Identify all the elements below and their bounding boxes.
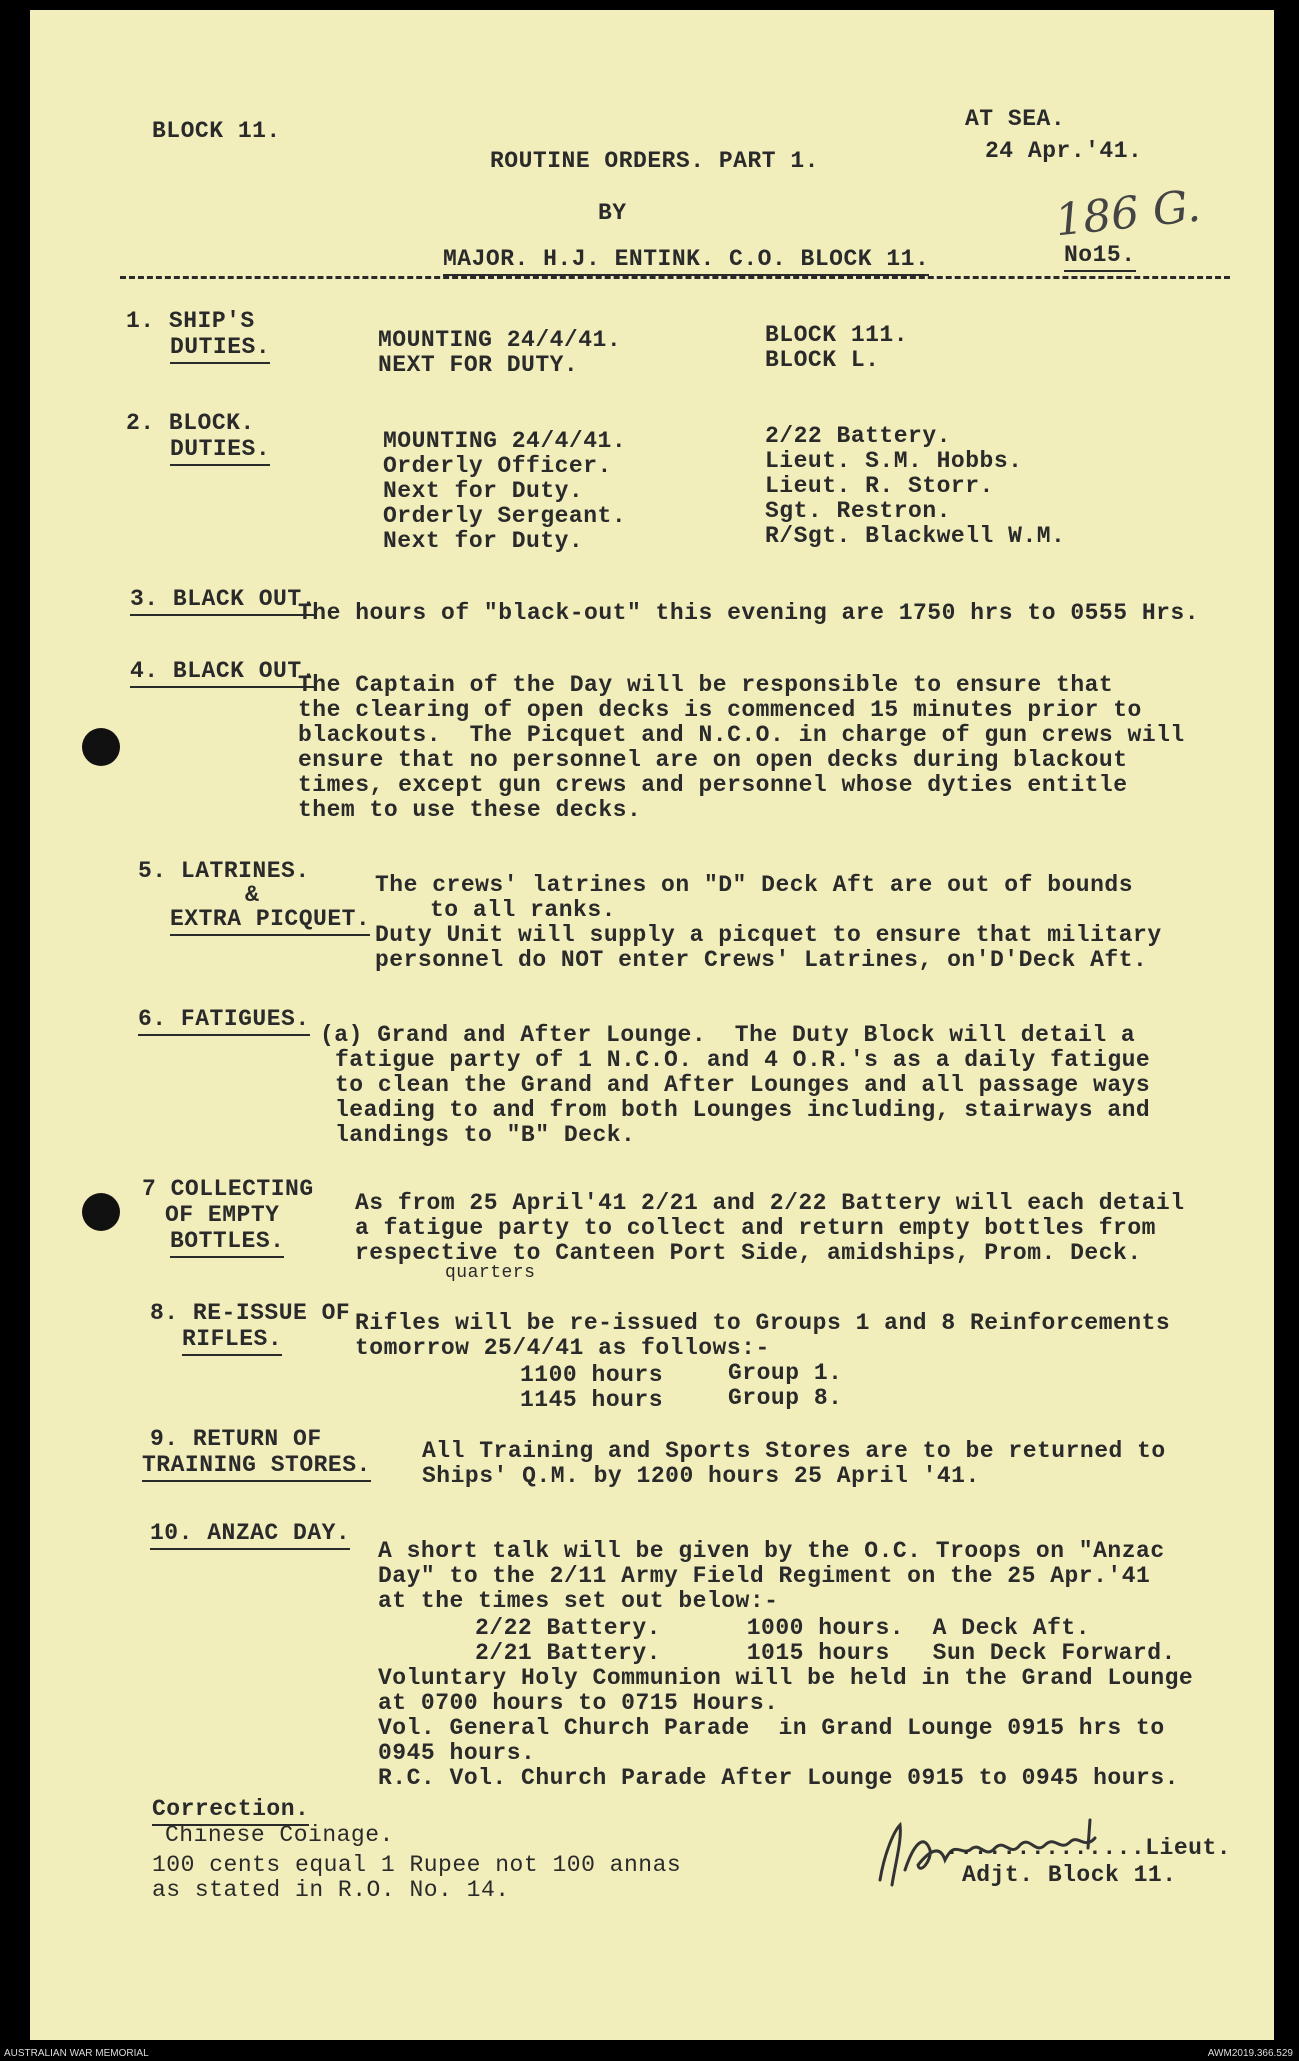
item-7-mid: OF EMPTY xyxy=(165,1202,280,1228)
item-2-left-3: Orderly Sergeant. xyxy=(383,503,627,529)
item-9-line-0: All Training and Sports Stores are to be returned to xyxy=(422,1438,1166,1464)
item-6-line-4: landings to "B" Deck. xyxy=(335,1122,636,1148)
item-1-number: 1. SHIP'S xyxy=(126,308,255,334)
item-2-right-3: Sgt. Restron. xyxy=(765,498,951,524)
item-8-time-1: 1145 hours xyxy=(520,1387,664,1413)
signature-role: Adjt. Block 11. xyxy=(962,1862,1177,1888)
item-8-line-1: tomorrow 25/4/41 as follows:- xyxy=(355,1335,770,1361)
footer xyxy=(0,2047,1299,2061)
item-6-line-3: leading to and from both Lounges including, stairways and xyxy=(335,1097,1151,1123)
punch-hole xyxy=(82,728,120,766)
header-rule xyxy=(120,276,1230,279)
item-2-left-1: Orderly Officer. xyxy=(383,453,612,479)
correction-line-2: as stated in R.O. No. 14. xyxy=(152,1877,510,1903)
correction-heading: Correction. xyxy=(152,1796,309,1826)
item-5-line-2: Duty Unit will supply a picquet to ensure that military xyxy=(375,922,1162,948)
item-1-right-1: BLOCK L. xyxy=(765,347,880,373)
item-2-heading: DUTIES. xyxy=(170,436,270,466)
item-6-line-2: to clean the Grand and After Lounges and all passage ways xyxy=(335,1072,1151,1098)
footer-right: AWM2019.366.529 xyxy=(1207,2048,1293,2059)
item-8-line-0: Rifles will be re-issued to Groups 1 and 8 Reinforcements xyxy=(355,1310,1171,1336)
item-7-line-1: a fatigue party to collect and return empty bottles from xyxy=(355,1215,1156,1241)
item-3-line-0: The hours of "black-out" this evening are 1750 hrs to 0555 Hrs. xyxy=(298,600,1200,626)
document-page xyxy=(30,10,1274,2040)
item-10-line2-2: Vol. General Church Parade in Grand Lounge 0915 hrs to xyxy=(378,1715,1165,1741)
item-10-line-2: at the times set out below:- xyxy=(378,1588,779,1614)
item-10-line2-3: 0945 hours. xyxy=(378,1740,536,1766)
issuer: MAJOR. H.J. ENTINK. C.O. BLOCK 11. xyxy=(443,246,929,276)
item-10-line2-4: R.C. Vol. Church Parade After Lounge 0915 to 0945 hours. xyxy=(378,1765,1179,1791)
by-label: BY xyxy=(598,200,627,226)
item-10-line2-0: Voluntary Holy Communion will be held in the Grand Lounge xyxy=(378,1665,1194,1691)
item-3-heading: 3. BLACK OUT. xyxy=(130,586,316,616)
item-9-number: 9. RETURN OF xyxy=(150,1426,322,1452)
item-8-number: 8. RE-ISSUE OF xyxy=(150,1300,351,1326)
item-4-line-2: blackouts. The Picquet and N.C.O. in charge of gun crews will xyxy=(298,722,1185,748)
item-10-line2-1: at 0700 hours to 0715 Hours. xyxy=(378,1690,779,1716)
item-10-row-0: 2/22 Battery. 1000 hours. A Deck Aft. xyxy=(475,1615,1090,1641)
item-7-line-0: As from 25 April'41 2/21 and 2/22 Battery will each detail xyxy=(355,1190,1185,1216)
item-6-line-0: (a) Grand and After Lounge. The Duty Block will detail a xyxy=(320,1022,1136,1048)
correction-line-0: Chinese Coinage. xyxy=(165,1822,394,1848)
punch-hole xyxy=(82,1193,120,1231)
correction-line-1: 100 cents equal 1 Rupee not 100 annas xyxy=(152,1852,682,1878)
item-4-line-5: them to use these decks. xyxy=(298,797,642,823)
item-2-right-1: Lieut. S.M. Hobbs. xyxy=(765,448,1023,474)
item-6-line-1: fatigue party of 1 N.C.O. and 4 O.R.'s as a daily fatigue xyxy=(335,1047,1151,1073)
item-2-number: 2. BLOCK. xyxy=(126,410,255,436)
item-10-row-1: 2/21 Battery. 1015 hours Sun Deck Forward. xyxy=(475,1640,1176,1666)
item-5-line-0: The crews' latrines on "D" Deck Aft are out of bounds xyxy=(375,872,1134,898)
item-2-right-0: 2/22 Battery. xyxy=(765,423,951,449)
item-8-heading: RIFLES. xyxy=(182,1326,282,1356)
document-title: ROUTINE ORDERS. PART 1. xyxy=(490,148,819,174)
item-7-insert: quarters xyxy=(445,1263,536,1283)
item-4-line-1: the clearing of open decks is commenced 15 minutes prior to xyxy=(298,697,1142,723)
item-2-left-0: MOUNTING 24/4/41. xyxy=(383,428,627,454)
item-1-right-0: BLOCK 111. xyxy=(765,322,909,348)
item-4-line-3: ensure that no personnel are on open decks during blackout xyxy=(298,747,1128,773)
item-7-line-2: respective to Canteen Port Side, amidships, Prom. Deck. xyxy=(355,1240,1142,1266)
item-6-heading: 6. FATIGUES. xyxy=(138,1006,310,1036)
item-9-line-1: Ships' Q.M. by 1200 hours 25 April '41. xyxy=(422,1463,980,1489)
date: 24 Apr.'41. xyxy=(985,138,1143,164)
block-label: BLOCK 11. xyxy=(152,118,281,144)
item-5-ampersand: & xyxy=(245,882,260,908)
item-8-group-0: Group 1. xyxy=(728,1360,843,1386)
item-1-left-1: NEXT FOR DUTY. xyxy=(378,352,579,378)
item-2-right-2: Lieut. R. Storr. xyxy=(765,473,994,499)
location: AT SEA. xyxy=(965,106,1066,132)
item-2-left-2: Next for Duty. xyxy=(383,478,584,504)
item-9-heading: TRAINING STORES. xyxy=(142,1452,371,1482)
item-4-line-0: The Captain of the Day will be responsible to ensure that xyxy=(298,672,1114,698)
item-10-heading: 10. ANZAC DAY. xyxy=(150,1520,350,1550)
item-5-line-1: to all ranks. xyxy=(430,897,616,923)
order-number: No15. xyxy=(1064,242,1136,272)
item-1-heading: DUTIES. xyxy=(170,334,270,364)
item-7-heading: BOTTLES. xyxy=(170,1228,284,1258)
item-7-number: 7 COLLECTING xyxy=(142,1176,314,1202)
footer-left: AUSTRALIAN WAR MEMORIAL xyxy=(4,2048,149,2059)
item-4-heading: 4. BLACK OUT. xyxy=(130,658,316,688)
item-1-left-0: MOUNTING 24/4/41. xyxy=(378,327,622,353)
handwritten-reference: 186 G. xyxy=(1052,180,1203,247)
item-8-group-1: Group 8. xyxy=(728,1385,843,1411)
item-10-line-0: A short talk will be given by the O.C. Troops on "Anzac xyxy=(378,1538,1165,1564)
item-5-line-3: personnel do NOT enter Crews' Latrines, on'D'Deck Aft. xyxy=(375,947,1148,973)
signature-dots-rank: ..............Lieut. xyxy=(945,1835,1232,1861)
item-10-line-1: Day" to the 2/11 Army Field Regiment on the 25 Apr.'41 xyxy=(378,1563,1151,1589)
item-5-heading: EXTRA PICQUET. xyxy=(170,906,370,936)
item-4-line-4: times, except gun crews and personnel whose dyties entitle xyxy=(298,772,1128,798)
item-8-time-0: 1100 hours xyxy=(520,1362,664,1388)
item-2-left-4: Next for Duty. xyxy=(383,528,584,554)
item-5-number: 5. LATRINES. xyxy=(138,858,310,884)
item-2-right-4: R/Sgt. Blackwell W.M. xyxy=(765,523,1066,549)
